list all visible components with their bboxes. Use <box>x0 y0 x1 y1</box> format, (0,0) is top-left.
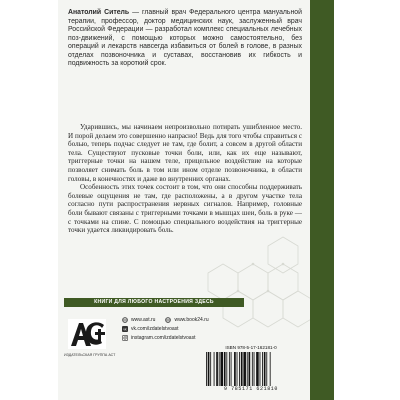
vk-icon <box>122 326 128 332</box>
barcode <box>202 352 300 386</box>
barcode-bar <box>254 352 255 386</box>
link-row-instagram[interactable] <box>122 333 272 342</box>
isbn-text: ISBN 978-5-17-162181-0 <box>225 345 277 350</box>
barcode-bar <box>243 352 246 386</box>
barcode-bar <box>208 352 210 386</box>
link-text: www.ast.ru <box>131 316 156 323</box>
spine <box>310 0 334 400</box>
link-text: www.book24.ru <box>174 316 209 323</box>
footer <box>58 309 310 400</box>
globe-icon <box>122 317 128 323</box>
globe-icon <box>165 317 171 323</box>
barcode-bar <box>256 352 259 386</box>
link-text: vk.com/izdatelstvoast <box>131 325 179 332</box>
paragraph: Ударившись, мы начинаем непроизвольно потирать ушибленное место. И порой делаем это совершенно напрасно! Ведь для того чтобы справиться с болью, теперь подчас следует не там, где болит, а совсем в другой области тела. Существуют пусковые точки боли, или, как их еще называют, триггерные точки на нашем теле, прицельное воздействие на которые позволяет снимать боль в том или ином отделе позвоночника, в области головы, в конечностях и даже во внутренних органах. <box>68 123 302 183</box>
barcode-bar <box>237 352 238 386</box>
barcode-bar <box>226 352 227 386</box>
barcode-bar <box>270 352 271 386</box>
link-row-ast[interactable] <box>122 315 272 324</box>
link-row-vk[interactable] <box>122 324 272 333</box>
barcode-bar <box>241 352 243 386</box>
barcode-bar <box>219 352 220 386</box>
barcode-bar <box>266 352 267 386</box>
barcode-bar <box>214 352 215 386</box>
slogan-ribbon: КНИГИ ДЛЯ ЛЮБОГО НАСТРОЕНИЯ ЗДЕСЬ <box>64 298 244 307</box>
barcode-bar <box>239 352 240 386</box>
instagram-icon <box>122 335 128 341</box>
author-bio-text: — главный врач Федерального центра мануальной терапии, профессор, доктор медицинских наук, заслуженный врач Российской Федерации — разработал комплекс специальных лечебных поз-движений, с помощью которых можно самостоятельно, без операций и лекарств навсегда избавиться от болей в голове, в разных отделах позвоночника и суставах, восстановив их гибкость и подвижность за короткий срок. <box>68 9 302 67</box>
barcode-bar <box>234 352 236 386</box>
barcode-bar <box>220 352 223 386</box>
back-cover <box>58 0 310 400</box>
barcode-bar <box>206 352 207 386</box>
barcode-bar <box>262 352 263 386</box>
author-bio <box>68 9 302 69</box>
ast-logo-icon <box>68 319 106 349</box>
barcode-bar <box>247 352 248 386</box>
publisher-links <box>122 315 272 342</box>
svg-text:vk: vk <box>123 326 127 331</box>
barcode-bar <box>252 352 253 386</box>
link-text: instagram.com/izdatelstvoast <box>131 334 196 341</box>
publisher-caption: ИЗДАТЕЛЬСКАЯ ГРУППА АСТ <box>64 353 116 357</box>
paragraph: Особенность этих точек состоит в том, что они способны поддерживать болевые ощущения не там, где расположены, а в другом участке тела согласно пути распространения нервных сигналов. Например, головные боли бывают связаны с триггерными точками в мышцах шеи, боль в руке — с точками на спине. С помощью специального воздействия на триггерные точки удается ликвидировать боль. <box>68 183 302 235</box>
barcode-bar <box>249 352 251 386</box>
barcode-bar <box>231 352 232 386</box>
barcode-bar <box>216 352 218 386</box>
isbn-block <box>202 345 300 397</box>
barcode-bar <box>260 352 261 386</box>
barcode-bar <box>264 352 266 386</box>
barcode-number: 9 785171 621810 <box>223 386 278 392</box>
annotation-text <box>68 123 302 235</box>
barcode-bar <box>210 352 211 386</box>
barcode-bar <box>224 352 226 386</box>
barcode-bar <box>229 352 230 386</box>
author-name: Анатолий Ситель <box>68 9 130 16</box>
